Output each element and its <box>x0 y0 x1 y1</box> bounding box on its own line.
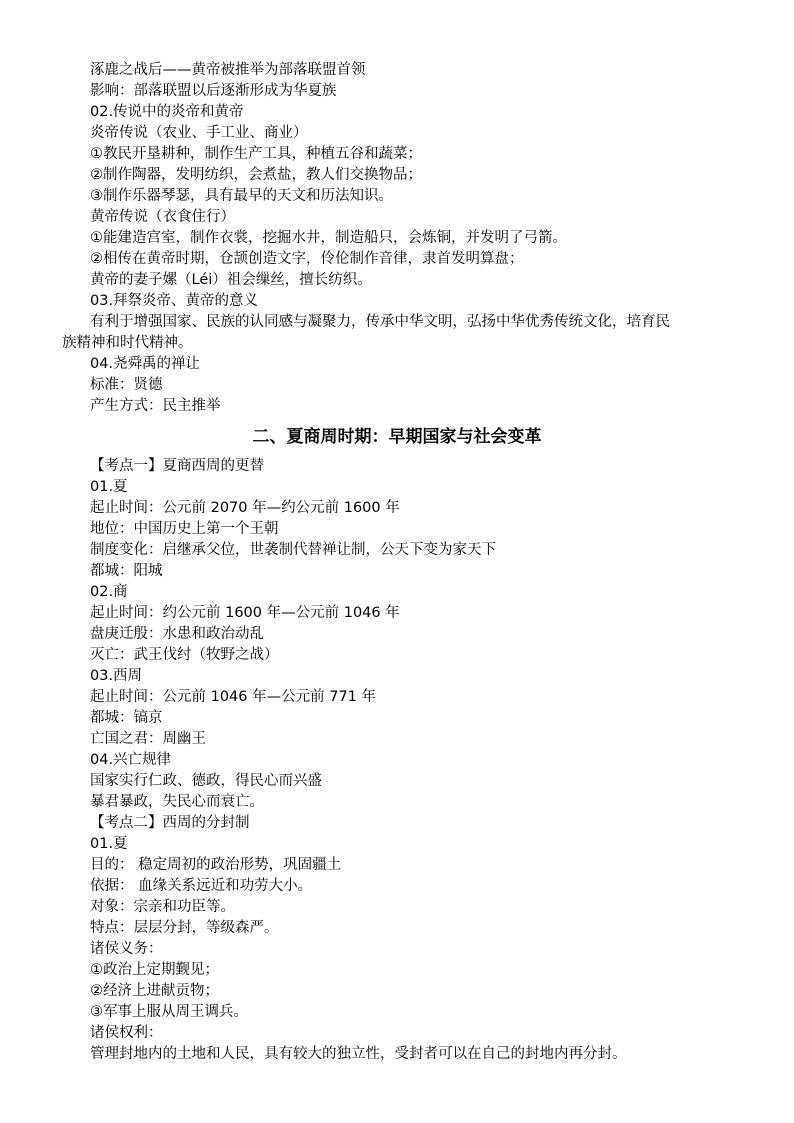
text-line: ②相传在黄帝时期，仓颉创造文字，伶伦制作音律，隶首发明算盘； <box>90 251 524 267</box>
text-line: 产生方式：民主推举 <box>90 398 221 414</box>
text-line: ①政治上定期觐见； <box>90 962 219 978</box>
text-line: 【考点一】夏商西周的更替 <box>90 458 264 474</box>
text-line: 国家实行仁政、德政，得民心而兴盛 <box>90 773 322 789</box>
text-line: 诸侯义务： <box>90 941 163 957</box>
text-line: 01.夏 <box>90 836 128 852</box>
text-line: 目的： 稳定周初的政治形势，巩固疆土 <box>90 857 342 873</box>
paragraph-line: 族精神和时代精神。 <box>62 335 193 351</box>
text-line: 影响：部落联盟以后逐渐形成为华夏族 <box>90 83 337 99</box>
text-line: 02.传说中的炎帝和黄帝 <box>90 104 244 120</box>
text-line: 特点：层层分封，等级森严。 <box>90 920 279 936</box>
text-line: ①能建造宫室，制作衣裳，挖掘水井，制造船只，会炼铜，并发明了弓箭。 <box>90 230 567 246</box>
text-line: 制度变化：启继承父位，世袭制代替禅让制，公天下变为家天下 <box>90 542 496 558</box>
text-line: 03.西周 <box>90 668 143 684</box>
text-line: 04.尧舜禹的禅让 <box>90 356 201 372</box>
text-line: 起止时间：公元前 1046 年—公元前 771 年 <box>90 689 377 705</box>
paragraph-line: 有利于增强国家、民族的认同感与凝聚力，传承中华文明，弘扬中华优秀传统文化，培育民 <box>90 314 670 330</box>
text-line: 起止时间：约公元前 1600 年—公元前 1046 年 <box>90 605 400 621</box>
text-line: 地位：中国历史上第一个王朝 <box>90 521 279 537</box>
text-line: 亡国之君：周幽王 <box>90 731 206 747</box>
text-line: 黄帝传说（衣食住行） <box>90 209 235 225</box>
text-line: 依据： 血缘关系远近和功劳大小。 <box>90 878 313 894</box>
text-line: 01.夏 <box>90 479 128 495</box>
text-line: 起止时间：公元前 2070 年—约公元前 1600 年 <box>90 500 400 516</box>
text-line: ②制作陶器，发明纺织，会煮盐，教人们交换物品； <box>90 167 422 183</box>
text-line: 对象：宗亲和功臣等。 <box>90 899 235 915</box>
text-line: 暴君暴政，失民心而衰亡。 <box>90 794 264 810</box>
text-line: ①教民开垦耕种，制作生产工具，种植五谷和蔬菜； <box>90 146 422 162</box>
text-line: 04.兴亡规律 <box>90 752 172 768</box>
text-line: 诸侯权利： <box>90 1025 163 1041</box>
text-line: 灭亡：武王伐纣（牧野之战） <box>90 647 279 663</box>
text-line: 02.商 <box>90 584 128 600</box>
text-line: 标准：贤德 <box>90 377 163 393</box>
text-line: ③军事上服从周王调兵。 <box>90 1004 248 1020</box>
text-line: 盘庚迁殷：水患和政治动乱 <box>90 626 264 642</box>
section-heading: 二、夏商周时期：早期国家与社会变革 <box>252 427 542 447</box>
text-line: 黄帝的妻子嫘（Léi）祖会缫丝，擅长纺织。 <box>90 272 372 288</box>
text-line: 都城：阳城 <box>90 563 163 579</box>
text-line: 【考点二】西周的分封制 <box>90 815 250 831</box>
text-line: 管理封地内的土地和人民，具有较大的独立性，受封者可以在自己的封地内再分封。 <box>90 1046 627 1062</box>
text-line: ②经济上进献贡物； <box>90 983 219 999</box>
text-line: 涿鹿之战后——黄帝被推举为部落联盟首领 <box>90 62 366 78</box>
text-line: 03.拜祭炎帝、黄帝的意义 <box>90 293 259 309</box>
text-line: ③制作乐器琴瑟，具有最早的天文和历法知识。 <box>90 188 393 204</box>
text-line: 炎帝传说（农业、手工业、商业） <box>90 125 308 141</box>
text-line: 都城：镐京 <box>90 710 163 726</box>
